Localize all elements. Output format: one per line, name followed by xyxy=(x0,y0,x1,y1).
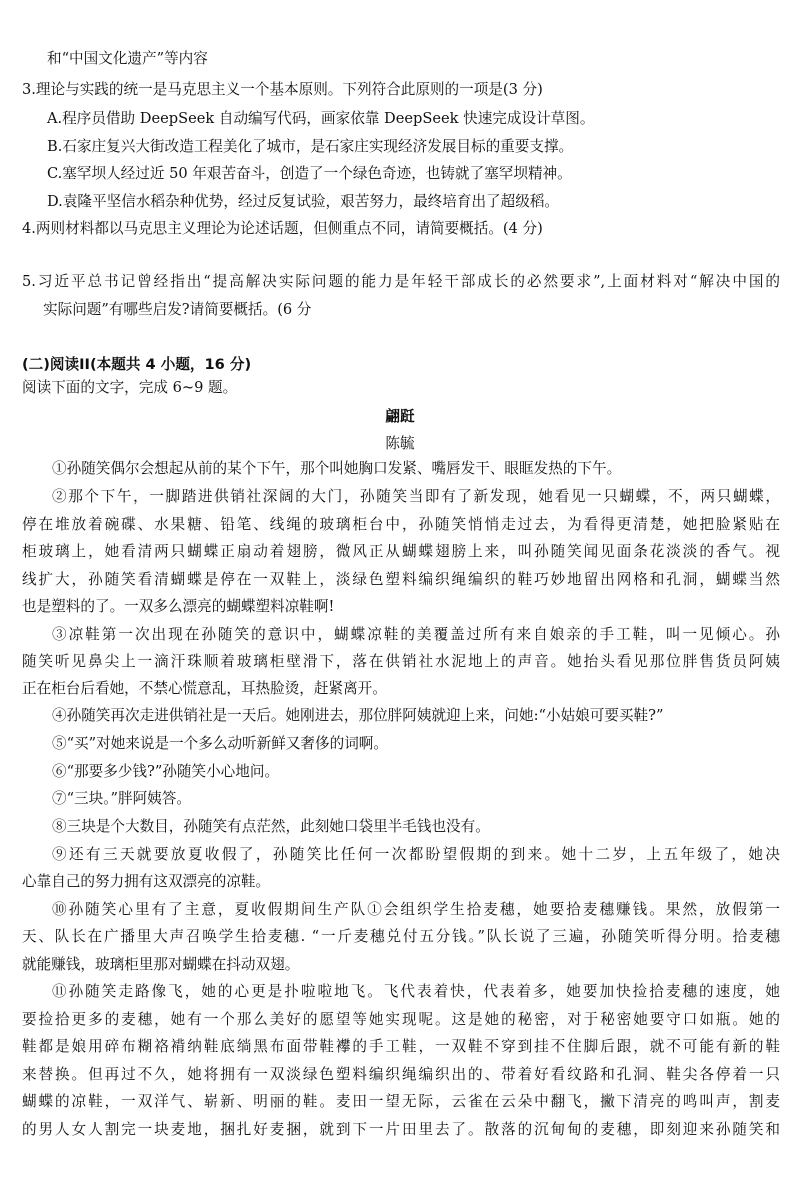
story-title: 翩跹 xyxy=(385,408,415,425)
q2-tail: 和“中国文化遗产”等内容 xyxy=(47,50,208,67)
body-line: ⑥“那要多少钱?”孙随笑小心地问。 xyxy=(52,763,280,780)
body-line: ③凉鞋第一次出现在孙随笑的意识中，蝴蝶凉鞋的美覆盖过所有来自娘亲的手工鞋，叫一见倾心。孙 xyxy=(52,626,780,643)
q3-option-a: A.程序员借助 DeepSeek 自动编写代码，画家依靠 DeepSeek 快速完成设计草图。 xyxy=(47,110,595,127)
body-line: ④孙随笑再次走进供销社是一天后。她刚进去，那位胖阿姨就迎上来，问她:“小姑娘可要买鞋?” xyxy=(52,707,664,724)
body-line: 心靠自己的努力拥有这双漂亮的凉鞋。 xyxy=(22,873,271,890)
body-line: 的男人女人割完一块麦地，捆扎好麦捆，就到下一片田里去了。散落的沉甸甸的麦穗，即刻迎来孙随笑和 xyxy=(22,1121,780,1138)
section-instruction: 阅读下面的文字，完成 6~9 题。 xyxy=(22,379,238,396)
body-line: ⑧三块是个大数目，孙随笑有点茫然，此刻她口袋里半毛钱也没有。 xyxy=(52,818,490,835)
body-line: 蝴蝶的凉鞋，一双洋气、崭新、明丽的鞋。麦田一望无际，云雀在云朵中翻飞，撇下清亮的鸣叫声，割麦 xyxy=(22,1093,780,1110)
q5-line-2: 实际问题”有哪些启发?请简要概括。(6 分 xyxy=(43,301,312,318)
body-line: 线扩大，孙随笑看清蝴蝶是停在一双鞋上，淡绿色塑料编织绳编织的鞋巧妙地留出网格和孔洞，蝴蝶当然 xyxy=(22,571,780,588)
section-heading: (二)阅读II(本题共 4 小题，16 分) xyxy=(22,356,252,373)
body-line: 鞋都是娘用碎布糊袼褙纳鞋底绱黑布面带鞋襻的手工鞋，一双鞋不穿到挂不住脚后跟，就不可能有新的鞋 xyxy=(22,1038,780,1055)
body-line: ⑦“三块。”胖阿姨答。 xyxy=(52,790,191,807)
q4-stem: 4.两则材料都以马克思主义理论为论述话题，但侧重点不同，请简要概括。(4 分) xyxy=(22,220,543,237)
q3-option-c: C.塞罕坝人经过近 50 年艰苦奋斗，创造了一个绿色奇迹，也铸就了塞罕坝精神。 xyxy=(47,165,572,182)
story-author: 陈毓 xyxy=(385,435,415,452)
body-line: 天、队长在广播里大声召唤学生拾麦穗. “一斤麦穗兑付五分钱。”队长说了三遍，孙随笑听得分明。拾麦穗 xyxy=(22,928,780,945)
body-line: ⑤“买”对她来说是一个多么动听新鲜又奢侈的词啊。 xyxy=(52,735,388,752)
body-line: 来替换。但再过不久，她将拥有一双淡绿色塑料编织绳编织出的、带着好看纹路和孔洞、鞋尖各停着一只 xyxy=(22,1066,780,1083)
q5-line-1: 5.习近平总书记曾经指出“提高解决实际问题的能力是年轻干部成长的必然要求”,上面材料对“解决中国的 xyxy=(22,273,780,290)
body-line: ⑪孙随笑走路像飞，她的心更是扑啦啦地飞。飞代表着快，代表着多，她要加快捡拾麦穗的速度，她 xyxy=(52,983,780,1000)
body-line: 就能赚钱，玻璃柜里那对蝴蝶在抖动双翅。 xyxy=(22,956,300,973)
q3-stem: 3.理论与实践的统一是马克思主义一个基本原则。下列符合此原则的一项是(3 分) xyxy=(22,81,543,98)
body-line: ⑨还有三天就要放夏收假了，孙随笑比任何一次都盼望假期的到来。她十二岁，上五年级了，她决 xyxy=(52,846,780,863)
body-line: 也是塑料的了。一双多么漂亮的蝴蝶塑料凉鞋啊! xyxy=(22,598,335,615)
body-line: 柜玻璃上，她看清两只蝴蝶正扇动着翅膀，微风正从蝴蝶翅膀上来，叫孙随笑闻见面条花淡淡的香气。视 xyxy=(22,543,780,560)
body-line: 随笑听见鼻尖上一滴汗珠顺着玻璃柜壁滑下，落在供销社水泥地上的声音。她抬头看见那位胖售货员阿姨 xyxy=(22,653,780,670)
q3-option-b: B.石家庄复兴大街改造工程美化了城市，是石家庄实现经济发展目标的重要支撑。 xyxy=(47,138,574,155)
body-line: ①孙随笑偶尔会想起从前的某个下午，那个叫她胸口发紧、嘴唇发干、眼眶发热的下午。 xyxy=(52,460,622,477)
q3-option-d: D.袁隆平坚信水稻杂种优势，经过反复试验，艰苦努力，最终培育出了超级稻。 xyxy=(47,193,560,210)
body-line: 停在堆放着碗碟、水果糖、铅笔、线绳的玻璃柜台中，孙随笑悄悄走过去，为看得更清楚，她把脸紧贴在 xyxy=(22,516,780,533)
body-line: 正在柜台后看她，不禁心慌意乱，耳热脸烫，赶紧离开。 xyxy=(22,680,387,697)
body-line: ②那个下午，一脚踏进供销社深阔的大门，孙随笑当即有了新发现，她看见一只蝴蝶，不，两只蝴蝶， xyxy=(52,488,780,505)
body-line: 要捡拾更多的麦穗，她有一个那么美好的愿望等她实现呢。这是她的秘密，对于秘密她要守口如瓶。她的 xyxy=(22,1011,780,1028)
body-line: ⑩孙随笑心里有了主意，夏收假期间生产队①会组织学生拾麦穗，她要拾麦穗赚钱。果然，放假第一 xyxy=(52,901,780,918)
